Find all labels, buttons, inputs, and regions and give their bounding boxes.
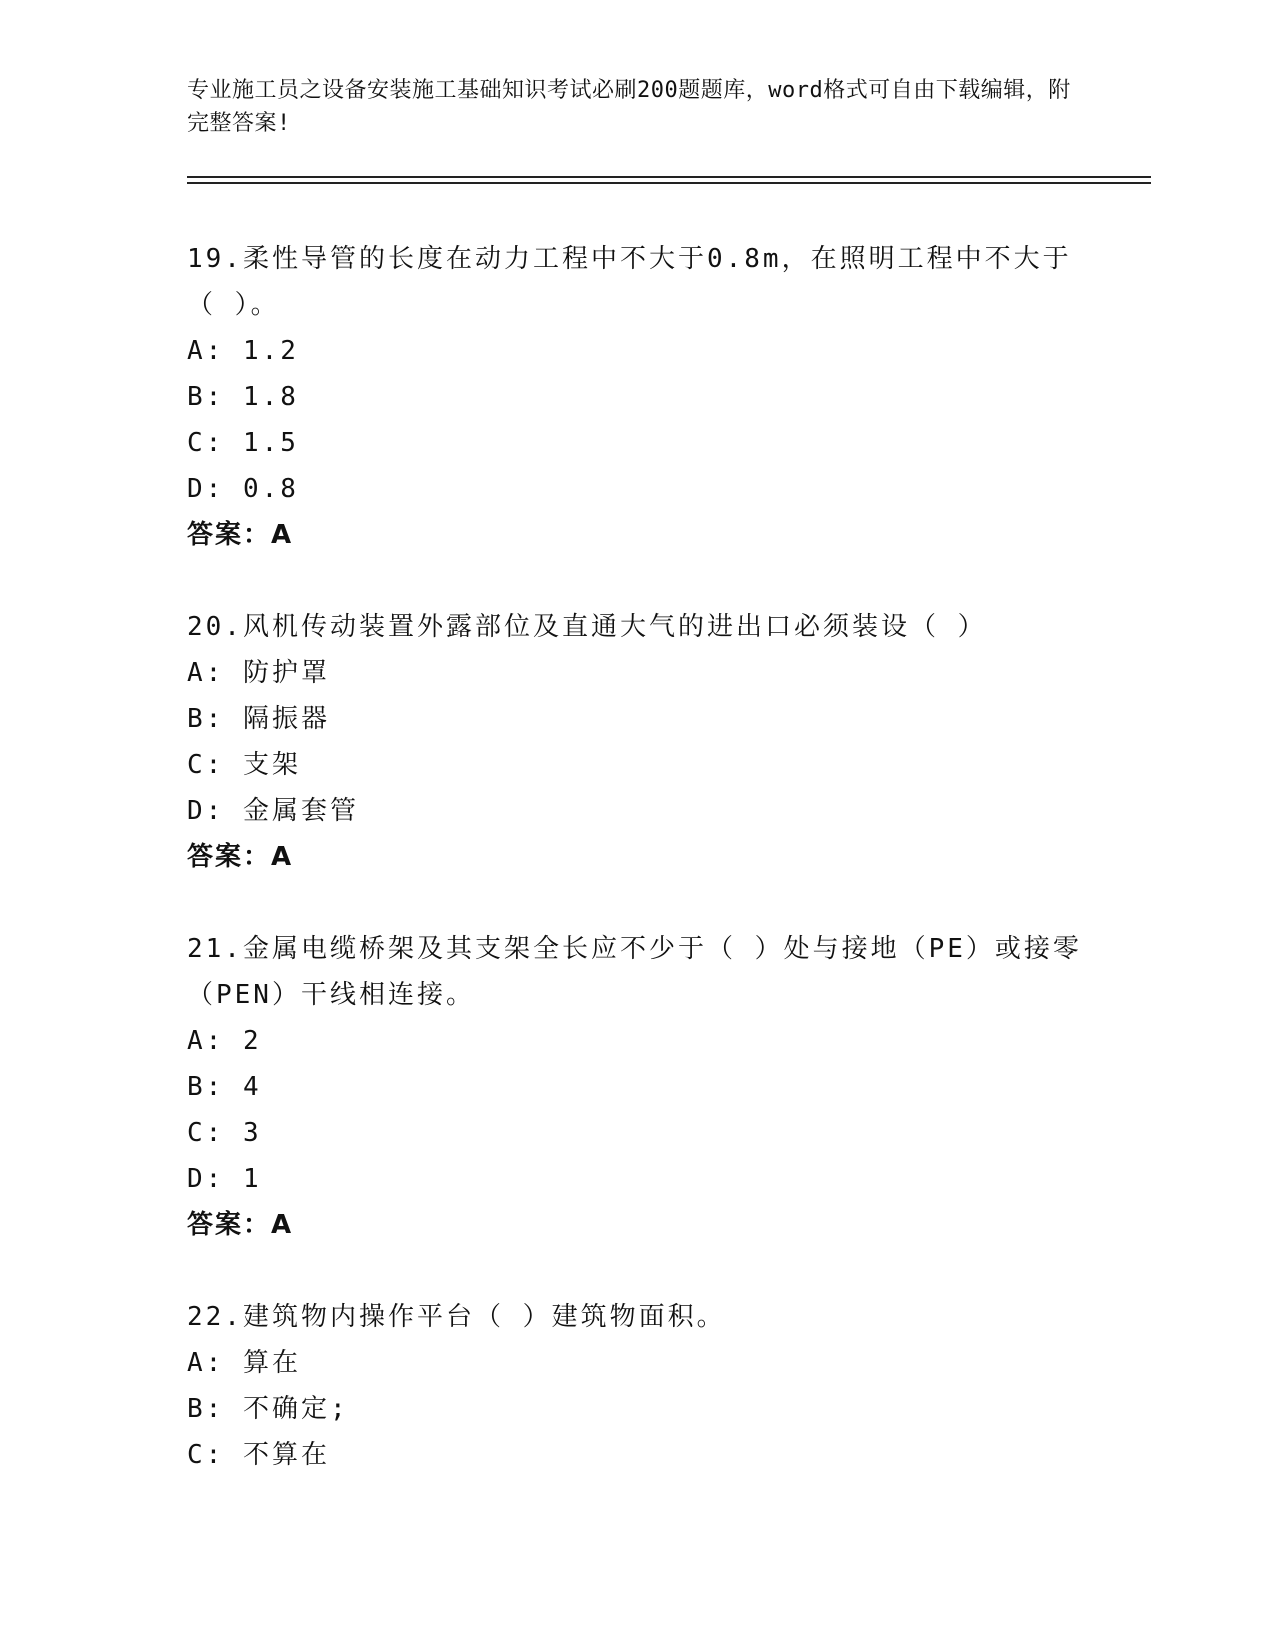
- question-list: [187, 236, 1087, 1524]
- option-b: B: 1.8: [187, 382, 299, 412]
- option-c: C: 1.5: [187, 428, 299, 458]
- answer-line: 答案：A: [187, 1210, 294, 1240]
- question-22: [187, 1294, 1087, 1478]
- option-c: C: 3: [187, 1118, 262, 1148]
- option-b: B: 隔振器: [187, 704, 330, 734]
- answer-line: 答案：A: [187, 520, 294, 550]
- option-c: C: 支架: [187, 750, 301, 780]
- option-a: A: 1.2: [187, 336, 299, 366]
- option-b: B: 不确定;: [187, 1394, 349, 1424]
- question-stem: 19.柔性导管的长度在动力工程中不大于0.8m，在照明工程中不大于（ ）。: [187, 244, 1072, 320]
- answer-line: 答案：A: [187, 842, 294, 872]
- question-21: [187, 926, 1087, 1248]
- option-d: D: 1: [187, 1164, 262, 1194]
- option-d: D: 0.8: [187, 474, 299, 504]
- option-a: A: 2: [187, 1026, 262, 1056]
- question-stem: 22.建筑物内操作平台（ ）建筑物面积。: [187, 1302, 726, 1332]
- option-c: C: 不算在: [187, 1440, 330, 1470]
- document-header-title: 专业施工员之设备安装施工基础知识考试必刷200题题库，word格式可自由下载编辑，附完整答案!: [187, 78, 1071, 136]
- question-20: [187, 604, 1087, 880]
- option-b: B: 4: [187, 1072, 262, 1102]
- question-stem: 21.金属电缆桥架及其支架全长应不少于（ ）处与接地（PE）或接零（PEN）干线相连接。: [187, 934, 1082, 1010]
- header-divider-top: [187, 176, 1151, 178]
- option-d: D: 金属套管: [187, 796, 359, 826]
- question-stem: 20.风机传动装置外露部位及直通大气的进出口必须装设（ ）: [187, 612, 987, 642]
- header-divider-bottom: [187, 182, 1151, 184]
- question-19: [187, 236, 1087, 558]
- option-a: A: 算在: [187, 1348, 301, 1378]
- option-a: A: 防护罩: [187, 658, 330, 688]
